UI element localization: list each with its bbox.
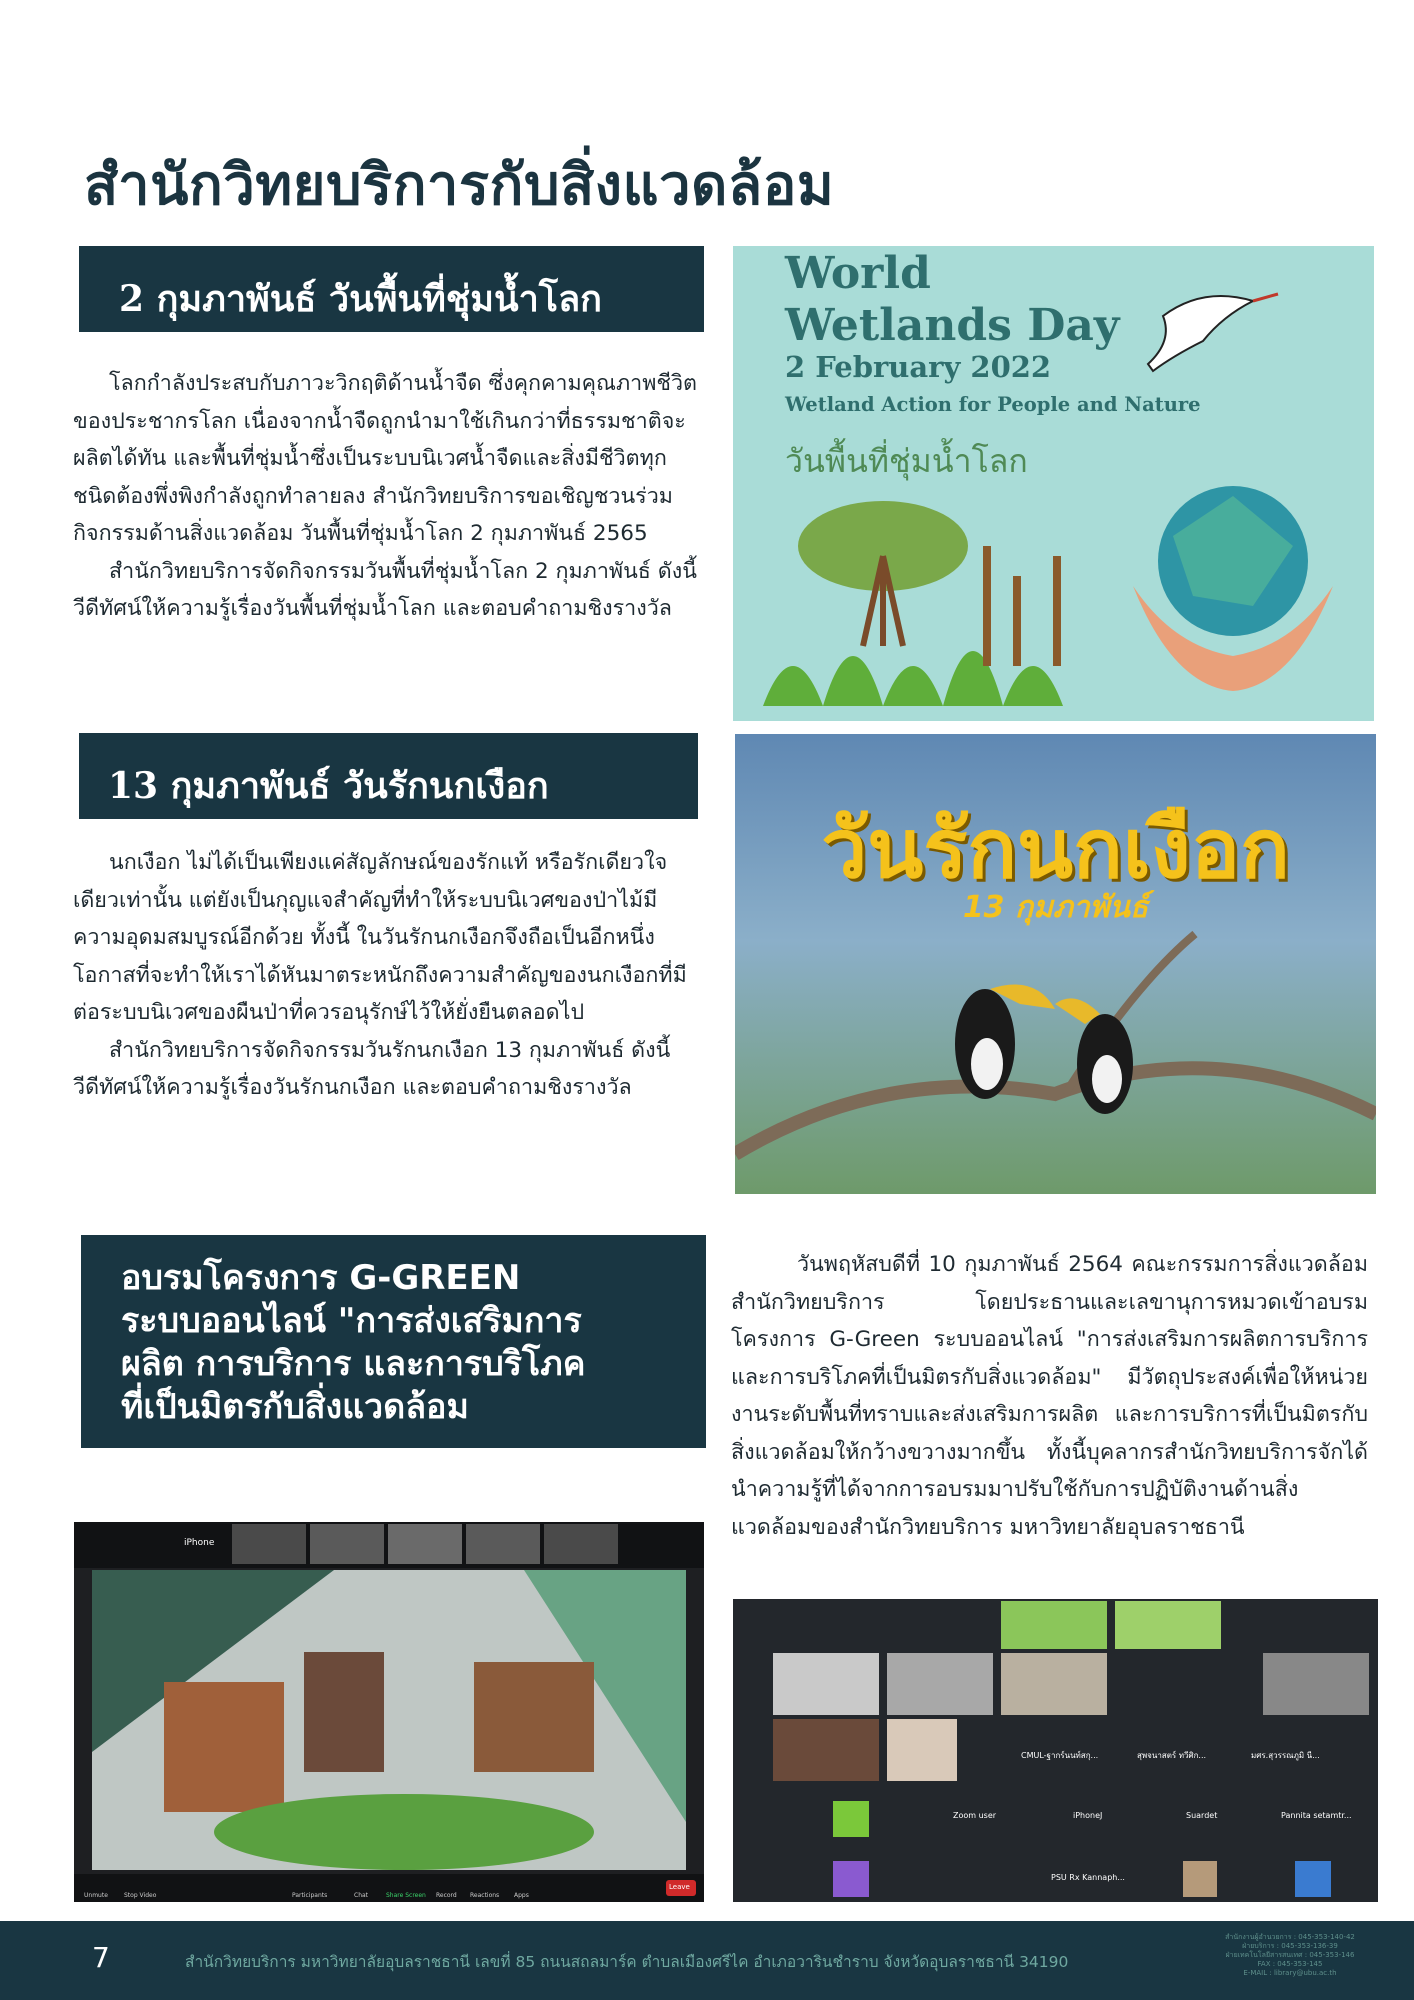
g-green-heading-line: อบรมโครงการ G-GREEN [121,1258,521,1298]
page-number: 7 [92,1941,110,1974]
zoom-participant-name: Suardet [1186,1811,1218,1820]
zoom-participant-name: iPhone [184,1538,215,1548]
zoom-participant-name: CMUL-ฐากร์นนท์สกุ... [1021,1751,1099,1760]
wetlands-poster-date: 2 February 2022 [785,350,1052,384]
zoom-screenshot-library [74,1522,704,1902]
footer-contact-line: ฝ่ายเทคโนโลยีสารสนเทศ : 045-353-146 [1225,1951,1355,1959]
footer-contact-line: ฝ่ายบริการ : 045-353-136-39 [1242,1942,1338,1950]
reactions-button[interactable]: Reactions [470,1892,500,1899]
wetlands-poster-title-line2: Wetlands Day [785,300,1120,351]
footer-contact-line: FAX : 045-353-145 [1257,1960,1323,1968]
zoom-screenshot-gallery [733,1599,1378,1902]
hornbill-paragraph-2: สำนักวิทยบริการจัดกิจกรรมวันรักนกเงือก 13 กุมภาพันธ์ ดังนี้ วีดีทัศน์ให้ความรู้เรื่องวันรักนกเงือก และตอบคำถามชิงรางวัล [73,1037,671,1100]
wetlands-poster [733,246,1374,721]
g-green-heading-line: ที่เป็นมิตรกับสิ่งแวดล้อม [121,1387,469,1427]
footer-contact-line: สำนักงานผู้อำนวยการ : 045-353-140-42 [1225,1933,1355,1941]
hornbill-poster [735,734,1376,1194]
wetlands-paragraph-2: สำนักวิทยบริการจัดกิจกรรมวันพื้นที่ชุ่มน้ำโลก 2 กุมภาพันธ์ ดังนี้ วีดีทัศน์ให้ความรู้เรื่องวันพื้นที่ชุ่มน้ำโลก และตอบคำถามชิงรางวัล [73,558,697,621]
g-green-heading-line: ผลิต การบริการ และการบริโภค [121,1344,586,1384]
wetlands-heading-banner: 2 กุมภาพันธ์ วันพื้นที่ชุ่มน้ำโลก [79,246,704,332]
zoom-participant-name: มศร.สุวรรณภูมิ นี... [1251,1751,1320,1760]
footer-address: สำนักวิทยบริการ มหาวิทยาลัยอุบลราชธานี เลขที่ 85 ถนนสถลมาร์ค ตำบลเมืองศรีไค อำเภอวารินชำราบ จังหวัดอุบลราชธานี 34190 [185,1953,1069,1971]
hornbill-poster-title: วันรักนกเงือก [821,802,1290,897]
wetlands-poster-title-line1: World [785,248,931,299]
hornbill-text [73,844,708,1107]
hornbill-bird-icon [955,985,1055,1100]
participants-button[interactable]: Participants [292,1892,328,1899]
g-green-heading-line: ระบบออนไลน์ "การส่งเสริมการ [121,1301,582,1341]
zoom-meeting-view [74,1522,704,1902]
g-green-text [731,1246,1368,1546]
footer [0,1921,1414,2000]
zoom-participant-name: Pannita setamtr... [1281,1811,1352,1820]
apps-button[interactable]: Apps [514,1892,529,1899]
footer-contact-line: E-MAIL : library@ubu.ac.th [1243,1969,1337,1977]
g-green-paragraph: วันพฤหัสบดีที่ 10 กุมภาพันธ์ 2564 คณะกรรมการสิ่งแวดล้อมสำนักวิทยบริการ โดยประธานและเลขานุการหมวดเข้าอบรมโครงการ G-Green ระบบออนไลน์ "การส่งเสริมการผลิตการบริการ และการบริโภคที่เป็นมิตรกับสิ่งแวดล้อม" มีวัตถุประสงค์เพื่อให้หน่วยงานระดับพื้นที่ทราบและส่งเสริมการผลิต และการบริการที่เป็นมิตรกับสิ่งแวดล้อมให้กว้างขวางมากขึ้น ทั้งนี้บุคลากรสำนักวิทยบริการจักได้นำความรู้ที่ได้จากการอบรมมาปรับใช้กับการปฏิบัติงานด้านสิ่งแวดล้อมของสำนักวิทยบริการ มหาวิทยาลัยอุบลราชธานี [731,1252,1368,1540]
g-green-heading-banner [81,1235,706,1448]
wetlands-poster-thai: วันพื้นที่ชุ่มน้ำโลก [785,442,1028,480]
zoom-participant-name: iPhoneJ [1073,1811,1103,1820]
wetlands-poster-subtitle: Wetland Action for People and Nature [785,393,1201,416]
mangrove-tree-icon [798,501,968,646]
page-title: สำนักวิทยบริการกับสิ่งแวดล้อม [84,153,835,218]
zoom-participant-name: Zoom user [953,1811,997,1820]
zoom-participant-name: สุพจนาสตร์ ทวีศิก... [1137,1751,1207,1760]
stork-icon [1148,294,1278,371]
hornbill-paragraph-1: นกเงือก ไม่ได้เป็นเพียงแค่สัญลักษณ์ของรักแท้ หรือรักเดียวใจเดียวเท่านั้น แต่ยังเป็นกุญแจสำคัญที่ทำให้ระบบนิเวศของป่าไม้มีความอุดมสมบูรณ์อีกด้วย ทั้งนี้ ในวันรักนกเงือกจึงถือเป็นอีกหนึ่งโอกาสที่จะทำให้เราได้หันมาตระหนักถึงความสำคัญของนกเงือกที่มีต่อระบบนิเวศของผืนป่าที่ควรอนุรักษ์ไว้ให้ยั่งยืนตลอดไป [73,850,687,1025]
record-button[interactable]: Record [436,1892,457,1899]
wetlands-text [73,365,708,628]
unmute-button[interactable]: Unmute [84,1892,108,1899]
zoom-participant-name: PSU Rx Kannaph... [1051,1873,1125,1882]
hornbill-poster-date: 13 กุมภาพันธ์ [962,890,1149,925]
footer-contact [1225,1933,1355,1978]
wetlands-paragraph-1: โลกกำลังประสบกับภาวะวิกฤติด้านน้ำจืด ซึ่งคุกคามคุณภาพชีวิตของประชากรโลก เนื่องจากน้ำจืดถูกนำมาใช้เกินกว่าที่ธรรมชาติจะผลิตได้ทัน และพื้นที่ชุ่มน้ำซึ่งเป็นระบบนิเวศน้ำจืดและสิ่งมีชีวิตทุกชนิดต้องพึ่งพิงกำลังถูกทำลายลง สำนักวิทยบริการขอเชิญชวนร่วมกิจกรรมด้านสิ่งแวดล้อม วันพื้นที่ชุ่มน้ำโลก 2 กุมภาพันธ์ 2565 [73,371,698,546]
leave-button[interactable]: Leave [669,1883,690,1891]
stop-video-button[interactable]: Stop Video [124,1892,157,1899]
hornbill-heading-banner: 13 กุมภาพันธ์ วันรักนกเงือก [79,733,698,819]
chat-button[interactable]: Chat [354,1892,369,1899]
share-screen-button[interactable]: Share Screen [386,1892,426,1899]
wetlands-illustration [733,246,1374,721]
globe-icon [1158,486,1308,636]
